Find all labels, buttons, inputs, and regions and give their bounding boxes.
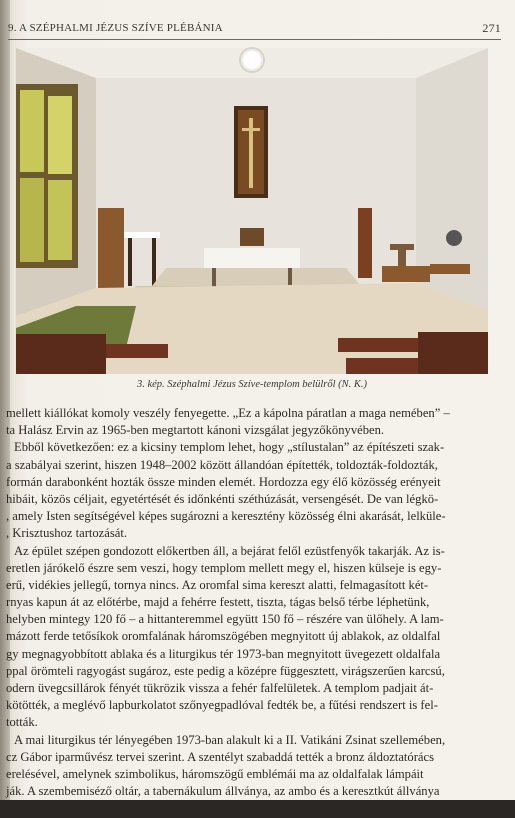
text-line: ta Halász Ervin az 1965-ben megtartott kánoni vizsgálat jegyzőkönyvében. bbox=[6, 423, 385, 438]
text-line: odern üvegcsillárok fényét tükrözik vissza a fehér falfelületek. A templom padjait át- bbox=[6, 681, 434, 695]
text-line: , amely Isten segítségével képes sugározni a keresztény közösség élni akarását, lelküle- bbox=[6, 509, 446, 524]
text-line: cz Gábor iparművész tervei szerint. A szentélyt szabaddá tették a bronz áldoztatórács bbox=[6, 749, 435, 764]
text-line: erű, vidékies jellegű, tornya nincs. Az oromfal sima kereszt alatti, felmagasított két- bbox=[6, 577, 429, 592]
text-line: tották. bbox=[6, 715, 38, 730]
church-interior-illustration bbox=[16, 48, 488, 374]
text-line: eretlen járókelő észre sem veszi, hogy templom mellett megy el, hiszen külseje is egy- bbox=[6, 560, 442, 575]
text-line: ják. A szembemiséző oltár, a tabernákulum állványa, az ambo és a keresztkút állványa bbox=[6, 784, 440, 799]
text-line: mellett kiállókat komoly veszély fenyegette. „Ez a kápolna páratlan a maga nemében” – bbox=[6, 406, 450, 420]
body-text bbox=[6, 405, 497, 818]
text-line: erelésével, amelynek szimbolikus, háromszögű emblémái ma az oldalfalak lámpáit bbox=[6, 766, 424, 781]
header-rule bbox=[8, 39, 501, 40]
text-line: rnyas kapun át az előtérbe, majd a fehérre festett, tiszta, tágas belső térbe léphetünk, bbox=[6, 595, 430, 610]
text-line: kötötték, a meglévő lapburkolatot szőnyegpadlóval fedték be, a fűtési rendszert is fel- bbox=[6, 698, 438, 713]
text-line: Az épület szépen gondozott előkertben áll, a bejárat felől ezüstfenyők takarják. Az is- bbox=[14, 543, 445, 558]
chapter-title: 9. A SZÉPHALMI JÉZUS SZÍVE PLÉBÁNIA bbox=[8, 22, 223, 34]
church-interior-photo bbox=[16, 48, 488, 374]
text-line: mázott ferde tetősíkok oromfalának háromszögében megnyitott új ablakok, az oldalfal bbox=[6, 629, 441, 644]
running-header bbox=[8, 20, 501, 40]
text-line: A mai liturgikus tér lényegében 1973-ban alakult ki a II. Vatikáni Zsinat szellemében, bbox=[14, 732, 446, 747]
text-line: hibáit, közös céljait, egyetértését és időnkénti széthúzását, versengését. De van légkö- bbox=[6, 491, 439, 506]
figure-caption: 3. kép. Széphalmi Jézus Szíve-templom belülről (N. K.) bbox=[136, 379, 368, 390]
text-line: , Krisztushoz tartozását. bbox=[6, 526, 127, 541]
page-number: 271 bbox=[482, 21, 501, 35]
text-line: helyben mintegy 120 fő – a hittanteremmel együtt 150 fő – részére van ülőhely. A lam- bbox=[6, 612, 444, 627]
text-line: formán darabonként hozták össze minden elemét. Hordozza egy élő közösség erényeit bbox=[6, 474, 441, 489]
text-line: Ebből következően: ez a kicsiny templom lehet, hogy „stílustalan” az építészeti szak- bbox=[14, 440, 445, 455]
text-line: ppal örömteli ragyogást sugároz, este pedig a középre függesztett, virágszerűen karcsú, bbox=[6, 663, 445, 678]
text-line: gy megnagyobbított ablaka és a liturgikus tér 1973-ban megnyitott üvegezett oldalfala bbox=[6, 646, 441, 661]
text-line: a szabályai szerint, hiszen 1948–2002 között állandóan építették, toldozták-foldozták, bbox=[6, 457, 438, 472]
text-line: gyfából készült. A túzzománc oltárkép a Megfeszített Krisztust ábrázolja, a tabernáku- bbox=[6, 801, 442, 816]
